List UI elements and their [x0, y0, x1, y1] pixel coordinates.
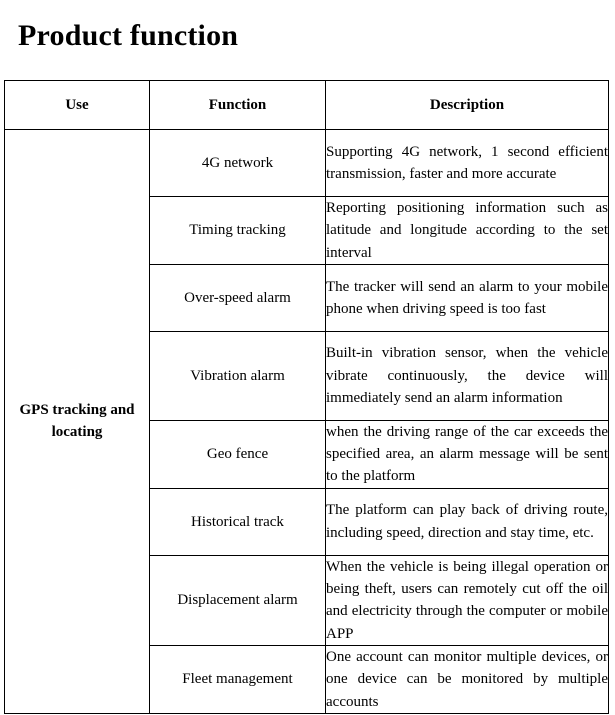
description-cell: The platform can play back of driving route, including speed, direction and stay time, etc.	[326, 488, 609, 555]
description-cell: when the driving range of the car exceeds the specified area, an alarm message will be sent to the platform	[326, 420, 609, 488]
description-cell: The tracker will send an alarm to your mobile phone when driving speed is too fast	[326, 264, 609, 331]
function-cell: Historical track	[150, 488, 326, 555]
page-title: Product function	[18, 19, 239, 52]
function-cell: Displacement alarm	[150, 555, 326, 645]
description-cell: Supporting 4G network, 1 second efficient transmission, faster and more accurate	[326, 130, 609, 197]
description-cell: Built-in vibration sensor, when the vehicle vibrate continuously, the device will immediately send an alarm information	[326, 331, 609, 420]
table-header-row	[5, 81, 609, 130]
product-function-table	[4, 80, 609, 714]
column-header-function: Function	[150, 81, 326, 130]
column-header-use: Use	[5, 81, 150, 130]
function-cell: Over-speed alarm	[150, 264, 326, 331]
function-cell: Geo fence	[150, 420, 326, 488]
function-cell: Fleet management	[150, 645, 326, 713]
column-header-description: Description	[326, 81, 609, 130]
description-cell: Reporting positioning information such as latitude and longitude according to the set interval	[326, 197, 609, 265]
function-cell: 4G network	[150, 130, 326, 197]
function-cell: Timing tracking	[150, 197, 326, 265]
function-cell: Vibration alarm	[150, 331, 326, 420]
table-row	[5, 130, 609, 197]
use-group-cell: GPS tracking and locating	[5, 130, 150, 714]
description-cell: When the vehicle is being illegal operation or being theft, users can remotely cut off the oil and electricity through the computer or mobile APP	[326, 555, 609, 645]
description-cell: One account can monitor multiple devices, or one device can be monitored by multiple accounts	[326, 645, 609, 713]
